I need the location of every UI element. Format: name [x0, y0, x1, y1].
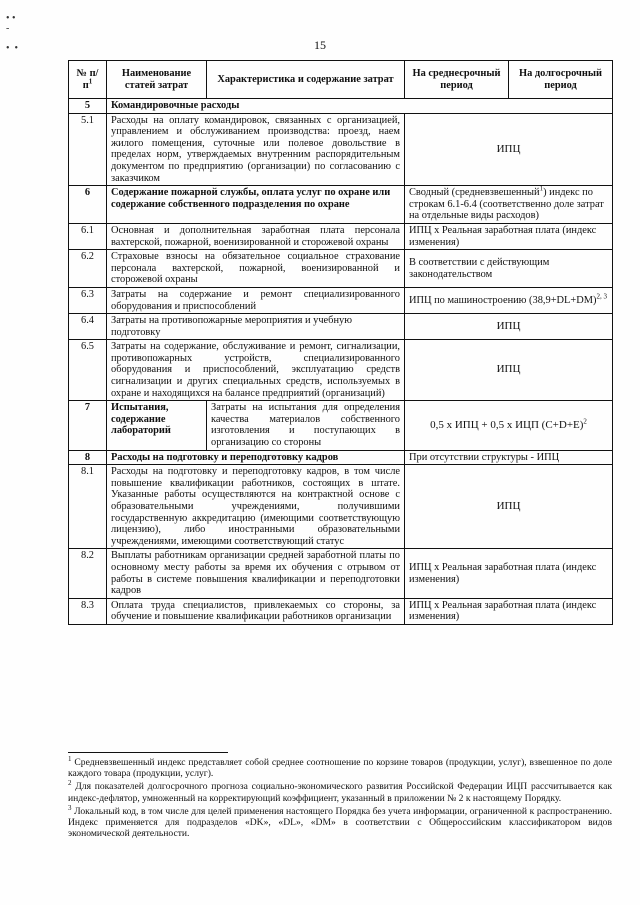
- table-row: [69, 598, 613, 624]
- header-mid-term: На среднесрочный период: [405, 61, 509, 99]
- row-num: 8.3: [69, 598, 107, 624]
- row-num: 7: [69, 401, 107, 450]
- row-index: Сводный (средневзвешенный$^1$) индекс по строкам 6.1-6.4 (соответственно доле затрат на отдельные виды расходов): [405, 186, 613, 224]
- header-num: № $п/п^1$: [69, 61, 107, 99]
- footnote: $^1$ Средневзвешенный индекс представляет собой среднее соотношение по корзине товаров (продукции, услуг), взвешенное по доле каждого товара (продукции, услуг).: [68, 754, 612, 780]
- row-index: ИПЦ: [405, 465, 613, 549]
- header-desc: Характеристика и содержание затрат: [207, 61, 405, 99]
- header-long-term: На долгосрочный период: [509, 61, 613, 99]
- table-row: [69, 99, 613, 114]
- row-index: ИПЦ: [405, 113, 613, 186]
- table-row: [69, 401, 613, 450]
- header-name: Наименование статей затрат: [107, 61, 207, 99]
- row-num: 6.1: [69, 223, 107, 249]
- table-row: [69, 287, 613, 313]
- section-title: Расходы на подготовку и переподготовку кадров: [107, 450, 405, 465]
- footnote: $^3$ Локальный код, в том числе для целей применения настоящего Порядка без учета информации, ограниченной к распространению. Индекс применяется для подразделов «DK», «DL», «DM» в соответствии с Общероссийским классификатором видов экономической деятельности.: [68, 803, 612, 840]
- row-index: При отсутствии структуры - ИПЦ: [405, 450, 613, 465]
- page-number: 15: [314, 38, 326, 52]
- row-description: Затраты на содержание, обслуживание и ремонт, сигнализации, противопожарных устройств, специализированного оборудования и приспособлений, эксплуатацию средств сигнализации и других специальных средств, используемых в охране и находящихся на балансе предприятий (организаций): [107, 340, 405, 401]
- row-num: 6.2: [69, 250, 107, 288]
- table-row: [69, 465, 613, 549]
- cost-items-table: [68, 60, 613, 625]
- row-index: ИПЦ x Реальная заработная плата (индекс изменения): [405, 549, 613, 598]
- row-description: Затраты на содержание и ремонт специализированного оборудования и приспособлений: [107, 287, 405, 313]
- row-index: ИПЦ: [405, 340, 613, 401]
- table-row: [69, 314, 613, 340]
- row-num: 6.5: [69, 340, 107, 401]
- row-description: Основная и дополнительная заработная плата персонала вахтерской, пожарной, военизированной и сторожевой охраны: [107, 223, 405, 249]
- section-title: Командировочные расходы: [107, 99, 613, 114]
- footnotes: [68, 754, 612, 841]
- margin-marks: • • - • •: [6, 13, 19, 54]
- row-num: 8.2: [69, 549, 107, 598]
- table-row: [69, 186, 613, 224]
- table-row: [69, 450, 613, 465]
- table-row: [69, 250, 613, 288]
- row-description: Расходы на подготовку и переподготовку кадров, в том числе повышение квалификации работников, состоящих в штате. Указанные работы осуществляются на контрактной основе с образовательными учреждениями, получившими государственную аккредитацию (имеющими соответствующую лицензию), либо иностранными образовательными учреждениями, имеющими соответствующий статус: [107, 465, 405, 549]
- row-index: ИПЦ по машиностроению $(38,9+DL+DM)^{2, 3}$: [405, 287, 613, 313]
- row-index: ИПЦ x Реальная заработная плата (индекс изменения): [405, 598, 613, 624]
- row-num: 5: [69, 99, 107, 114]
- row-description: Выплаты работникам организации средней заработной платы по основному месту работы за время их обучения с отрывом от работы в системе повышения квалификации и переподготовки кадров: [107, 549, 405, 598]
- row-description: Страховые взносы на обязательное социальное страхование персонала вахтерской, пожарной, военизированной и сторожевой охраны: [107, 250, 405, 288]
- table-row: [69, 113, 613, 186]
- row-index: ИПЦ x Реальная заработная плата (индекс изменения): [405, 223, 613, 249]
- row-num: 6.3: [69, 287, 107, 313]
- row-num: 6.4: [69, 314, 107, 340]
- row-num: 5.1: [69, 113, 107, 186]
- row-description: Оплата труда специалистов, привлекаемых со стороны, за обучение и повышение квалификации работников организации: [107, 598, 405, 624]
- row-index: 0,5 x ИПЦ + 0,5 x ИЦП $(C+D+E)^2$: [405, 401, 613, 450]
- row-index: ИПЦ: [405, 314, 613, 340]
- footnote-separator: [68, 752, 228, 753]
- row-num: 6: [69, 186, 107, 224]
- footnote: $^2$ Для показателей долгосрочного прогноза социально-экономического развития Российской Федерации ИЦП рассчитывается как индекс-дефлятор, умноженный на корректирующий коэффициент, указанный в приложении № 2 к настоящему Порядку.: [68, 779, 612, 804]
- row-description: Содержание пожарной службы, оплата услуг по охране или содержание собственного подразделения по охране: [107, 186, 405, 224]
- row-index: В соответствии с действующим законодательством: [405, 250, 613, 288]
- row-description: Расходы на оплату командировок, связанных с организацией, управлением и обслуживанием производства: проезд, наем жилого помещения, суточные или полевое довольствие в пределах норм, утверждаемых внутренним распорядительным документом по предприятию (организации) по согласованию с заказчиком: [107, 113, 405, 186]
- row-description: Затраты на противопожарные мероприятия и учебную подготовку: [107, 314, 405, 340]
- row-name: Испытания, содержание лабораторий: [107, 401, 207, 450]
- row-description: Затраты на испытания для определения качества материалов собственного изготовления и поступающих в организацию со стороны: [207, 401, 405, 450]
- row-num: 8: [69, 450, 107, 465]
- table-header-row: [69, 61, 613, 99]
- table-row: [69, 549, 613, 598]
- table-row: [69, 223, 613, 249]
- table-row: [69, 340, 613, 401]
- row-num: 8.1: [69, 465, 107, 549]
